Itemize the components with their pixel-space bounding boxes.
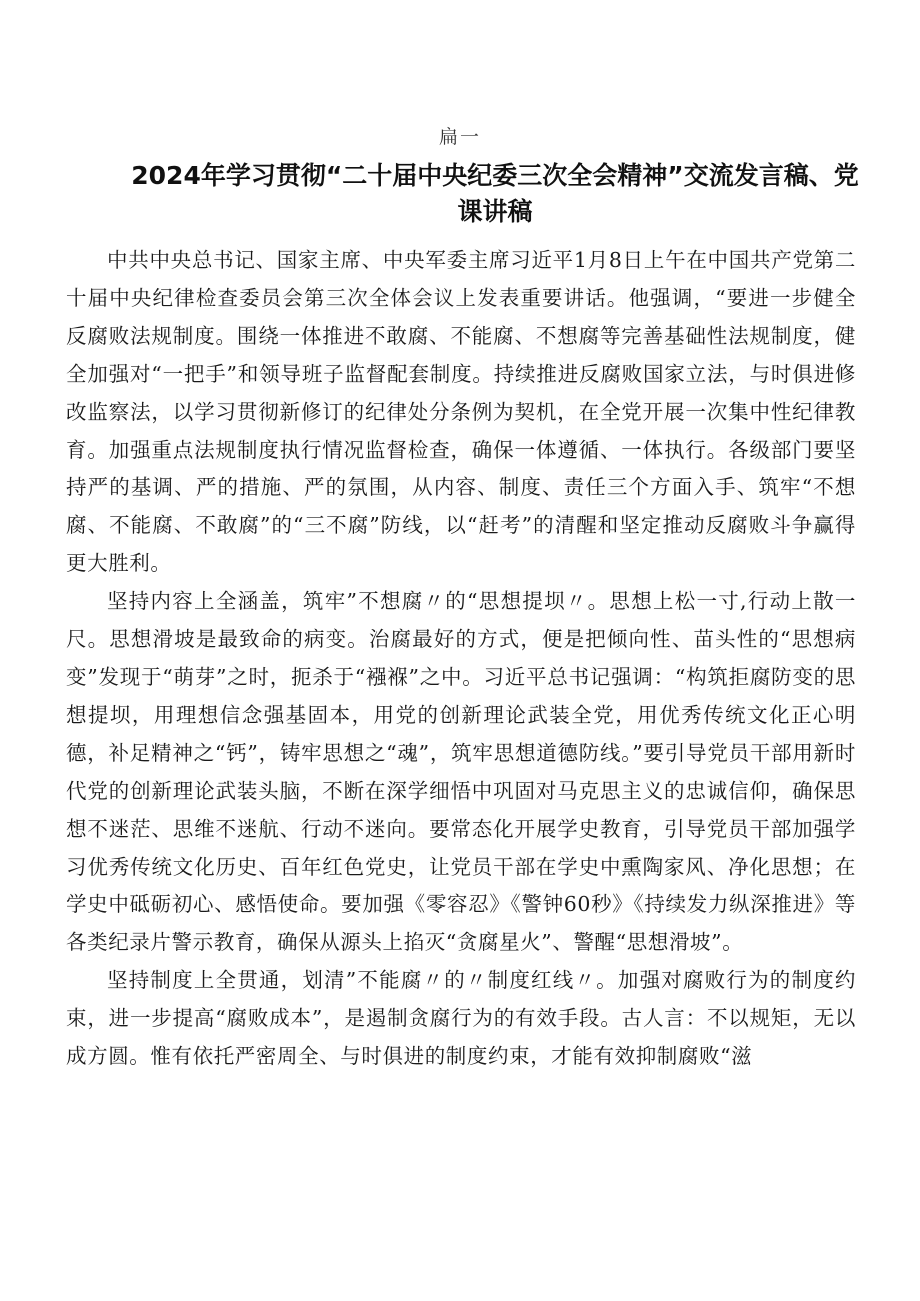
paragraph-content: 坚持内容上全涵盖，筑牢”不想腐〃的“思想提坝〃。思想上松一寸,行动上散一尺。思想滑坡是最致命的病变。治腐最好的方式，便是把倾向性、苗头性的“思想病变”发现于“萌芽”之时，扼杀于“襁褓”之中。习近平总书记强调：“构筑拒腐防变的思想提坝，用理想信念强基固本，用党的创新理论武装全党，用优秀传统文化正心明德，补足精神之“钙”，铸牢思想之“魂”，筑牢思想道德防线。”要引导党员干部用新时代党的创新理论武装头脑，不断在深学细悟中巩固对马克思主义的忠诚信仰，确保思想不迷茫、思维不迷航、行动不迷向。要常态化开展学史教育，引导党员干部加强学习优秀传统文化历史、百年红色党史，让党员干部在学史中熏陶家风、净化思想；在学史中砥砺初心、感悟使命。要加强《零容忍》《警钟60秒》《持续发力纵深推进》等各类纪录片警示教育，确保从源头上掐灭“贪腐星火”、警醒“思想滑坡”。: [66, 589, 856, 955]
section-label: 扁一: [438, 126, 481, 148]
paragraph-system: 坚持制度上全贯通，划清”不能腐〃的〃制度红线〃。加强对腐败行为的制度约束，进一步提高“腐败成本”，是遏制贪腐行为的有效手段。古人言：不以规矩，无以成方圆。惟有依托严密周全、与时俱进的制度约束，才能有效抑制腐败“滋: [66, 968, 856, 1069]
document-body: [66, 242, 856, 1076]
paragraph-intro: 中共中央总书记、国家主席、中央军委主席习近平1月8日上午在中国共产党第二十届中央纪律检查委员会第三次全体会议上发表重要讲话。他强调，“要进一步健全反腐败法规制度。围绕一体推进不敢腐、不能腐、不想腐等完善基础性法规制度，健全加强对“一把手”和领导班子监督配套制度。持续推进反腐败国家立法，与时俱进修改监察法，以学习贯彻新修订的纪律处分条例为契机，在全党开展一次集中性纪律教育。加强重点法规制度执行情况监督检查，确保一体遵循、一体执行。各级部门要坚持严的基调、严的措施、严的氛围，从内容、制度、责任三个方面入手、筑牢“不想腐、不能腐、不敢腐”的“三不腐”防线，以“赶考”的清醒和坚定推动反腐败斗争赢得更大胜利。: [66, 248, 856, 576]
page-title: 2024年学习贯彻“二十届中央纪委三次全会精神”交流发言稿、党课讲稿: [131, 161, 859, 226]
